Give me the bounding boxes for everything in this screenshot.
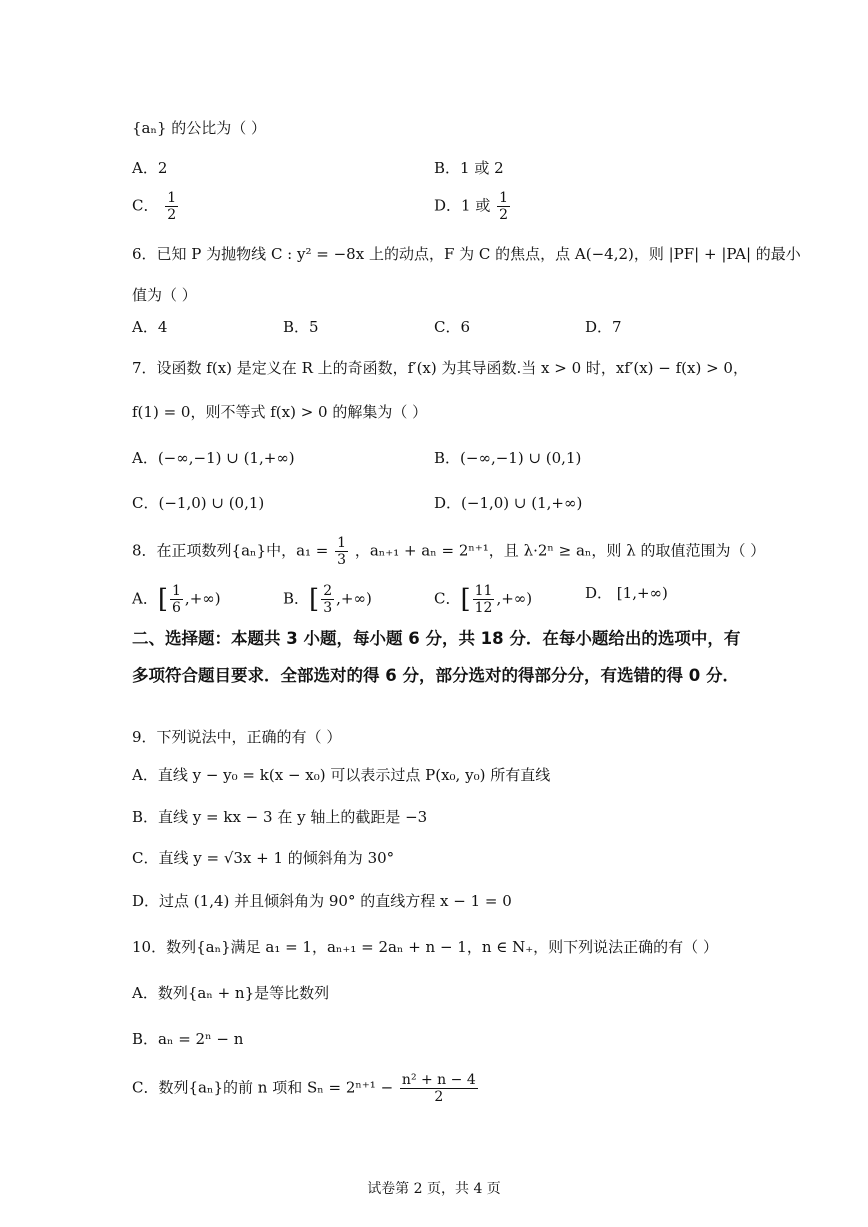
q7-option-d: D．(−1,0) ∪ (1,+∞)	[434, 494, 583, 512]
q8-option-c-numerator: 11	[474, 583, 493, 599]
q5-option-c-label: C．	[132, 196, 159, 215]
q10-stem: 10．数列{aₙ}满足 a₁ = 1，aₙ₊₁ = 2aₙ + n − 1，n ∈ N₊，则下列说法正确的有（ ）	[132, 938, 718, 956]
q9-stem: 9．下列说法中，正确的有（ ）	[132, 728, 342, 746]
q8-stem-fraction	[335, 535, 348, 568]
q8-option-c: C．[ $\frac{11}{12}$ ,+∞)	[434, 583, 533, 616]
q7-option-c: C．(−1,0) ∪ (0,1)	[132, 494, 265, 512]
q5-option-c	[132, 190, 180, 223]
q5-option-d-numerator: 1	[499, 190, 509, 206]
q8-option-b-tail: ,+∞)	[336, 589, 372, 608]
q7-option-a: A．(−∞,−1) ∪ (1,+∞)	[132, 449, 295, 467]
q6-option-a: A．4	[132, 318, 168, 336]
q5-option-c-denominator: 2	[167, 207, 177, 223]
q5-stem-tail: {aₙ} 的公比为（ ）	[132, 119, 267, 137]
page-footer: 试卷第 2 页，共 4 页	[367, 1181, 501, 1197]
q8-option-b-numerator: 2	[323, 583, 333, 599]
q6-option-d: D．7	[585, 318, 622, 336]
q5-option-c-numerator: 1	[167, 190, 177, 206]
section-2-heading: 二、选择题：本题共 3 小题，每小题 6 分，共 18 分．在每小题给出的选项中，有多项符合题目要求．全部选对的得 6 分，部分选对的得部分分，有选错的得 0 分．	[132, 629, 741, 685]
q6-stem-line1: 6．已知 P 为抛物线 C : y² = −8x 上的动点，F 为 C 的焦点，点 A(−4,2)，则 |PF| + |PA| 的最小	[132, 245, 801, 263]
q8-stem-part1: 8．在正项数列{aₙ}中，a₁ =	[132, 541, 329, 560]
q8-stem	[132, 535, 765, 568]
q10-option-a: A．数列{aₙ + n}是等比数列	[132, 984, 330, 1002]
q8-option-a-numerator: 1	[172, 583, 181, 599]
q6-option-c: C．6	[434, 318, 471, 336]
q8-option-c-label: C．	[434, 589, 461, 608]
q8-option-a-tail: ,+∞)	[184, 589, 221, 608]
q10-option-c-numerator: n² + n − 4	[401, 1072, 476, 1088]
q10-option-c-denominator: 2	[434, 1089, 444, 1105]
q5-option-b: B．1 或 2	[434, 159, 504, 177]
q9-option-a: A．直线 y − y₀ = k(x − x₀) 可以表示过点 P(x₀, y₀) 所有直线	[132, 766, 551, 784]
q5-option-d-label: D．1 或	[434, 196, 491, 215]
q8-option-c-denominator: 12	[474, 600, 493, 616]
q8-option-d: D． [1,+∞)	[585, 584, 668, 602]
q10-option-c	[132, 1072, 480, 1105]
q7-stem-line2: f(1) = 0，则不等式 f(x) > 0 的解集为（ ）	[132, 403, 428, 421]
q8-option-b: B．[ $\frac{2}{3}$ ,+∞)	[283, 583, 372, 616]
q8-option-a-denominator: 6	[172, 600, 181, 616]
q6-option-b: B．5	[283, 318, 319, 336]
q5-option-d-fraction	[497, 190, 510, 223]
q8-option-a: A．[ $\frac{1}{6}$ ,+∞)	[132, 583, 221, 616]
q8-option-b-label: B．	[283, 589, 310, 608]
q5-option-a: A．2	[132, 159, 168, 177]
q8-option-a-fraction	[170, 583, 183, 616]
q9-option-d: D．过点 (1,4) 并且倾斜角为 90° 的直线方程 x − 1 = 0	[132, 892, 512, 910]
q7-stem-line1: 7．设函数 f(x) 是定义在 R 上的奇函数，f′(x) 为其导函数.当 x > 0 时，xf′(x) − f(x) > 0，	[132, 359, 748, 377]
q5-option-c-fraction	[165, 190, 178, 223]
q8-option-a-label: A．	[132, 589, 158, 608]
q8-option-c-fraction	[473, 583, 495, 616]
q9-option-c: C．直线 y = √3x + 1 的倾斜角为 30°	[132, 849, 395, 867]
q7-option-b: B．(−∞,−1) ∪ (0,1)	[434, 449, 582, 467]
q5-option-d	[434, 190, 512, 223]
q8-option-c-tail: ,+∞)	[496, 589, 533, 608]
q8-stem-part2: ，aₙ₊₁ + aₙ = 2ⁿ⁺¹，且 λ·2ⁿ ≥ aₙ，则 λ 的取值范围为（ ）	[354, 541, 766, 560]
q8-option-b-denominator: 3	[323, 600, 333, 616]
q9-option-b: B．直线 y = kx − 3 在 y 轴上的截距是 −3	[132, 808, 428, 826]
q10-option-c-text: C．数列{aₙ}的前 n 项和 Sₙ = 2ⁿ⁺¹ −	[132, 1078, 394, 1097]
q8-option-b-fraction	[321, 583, 334, 616]
q10-option-b: B．aₙ = 2ⁿ − n	[132, 1030, 244, 1048]
q10-option-c-fraction	[400, 1072, 478, 1105]
q8-stem-denominator: 3	[337, 552, 347, 568]
q8-stem-numerator: 1	[337, 535, 347, 551]
q5-option-d-denominator: 2	[499, 207, 509, 223]
q6-stem-line2: 值为（ ）	[132, 286, 197, 304]
